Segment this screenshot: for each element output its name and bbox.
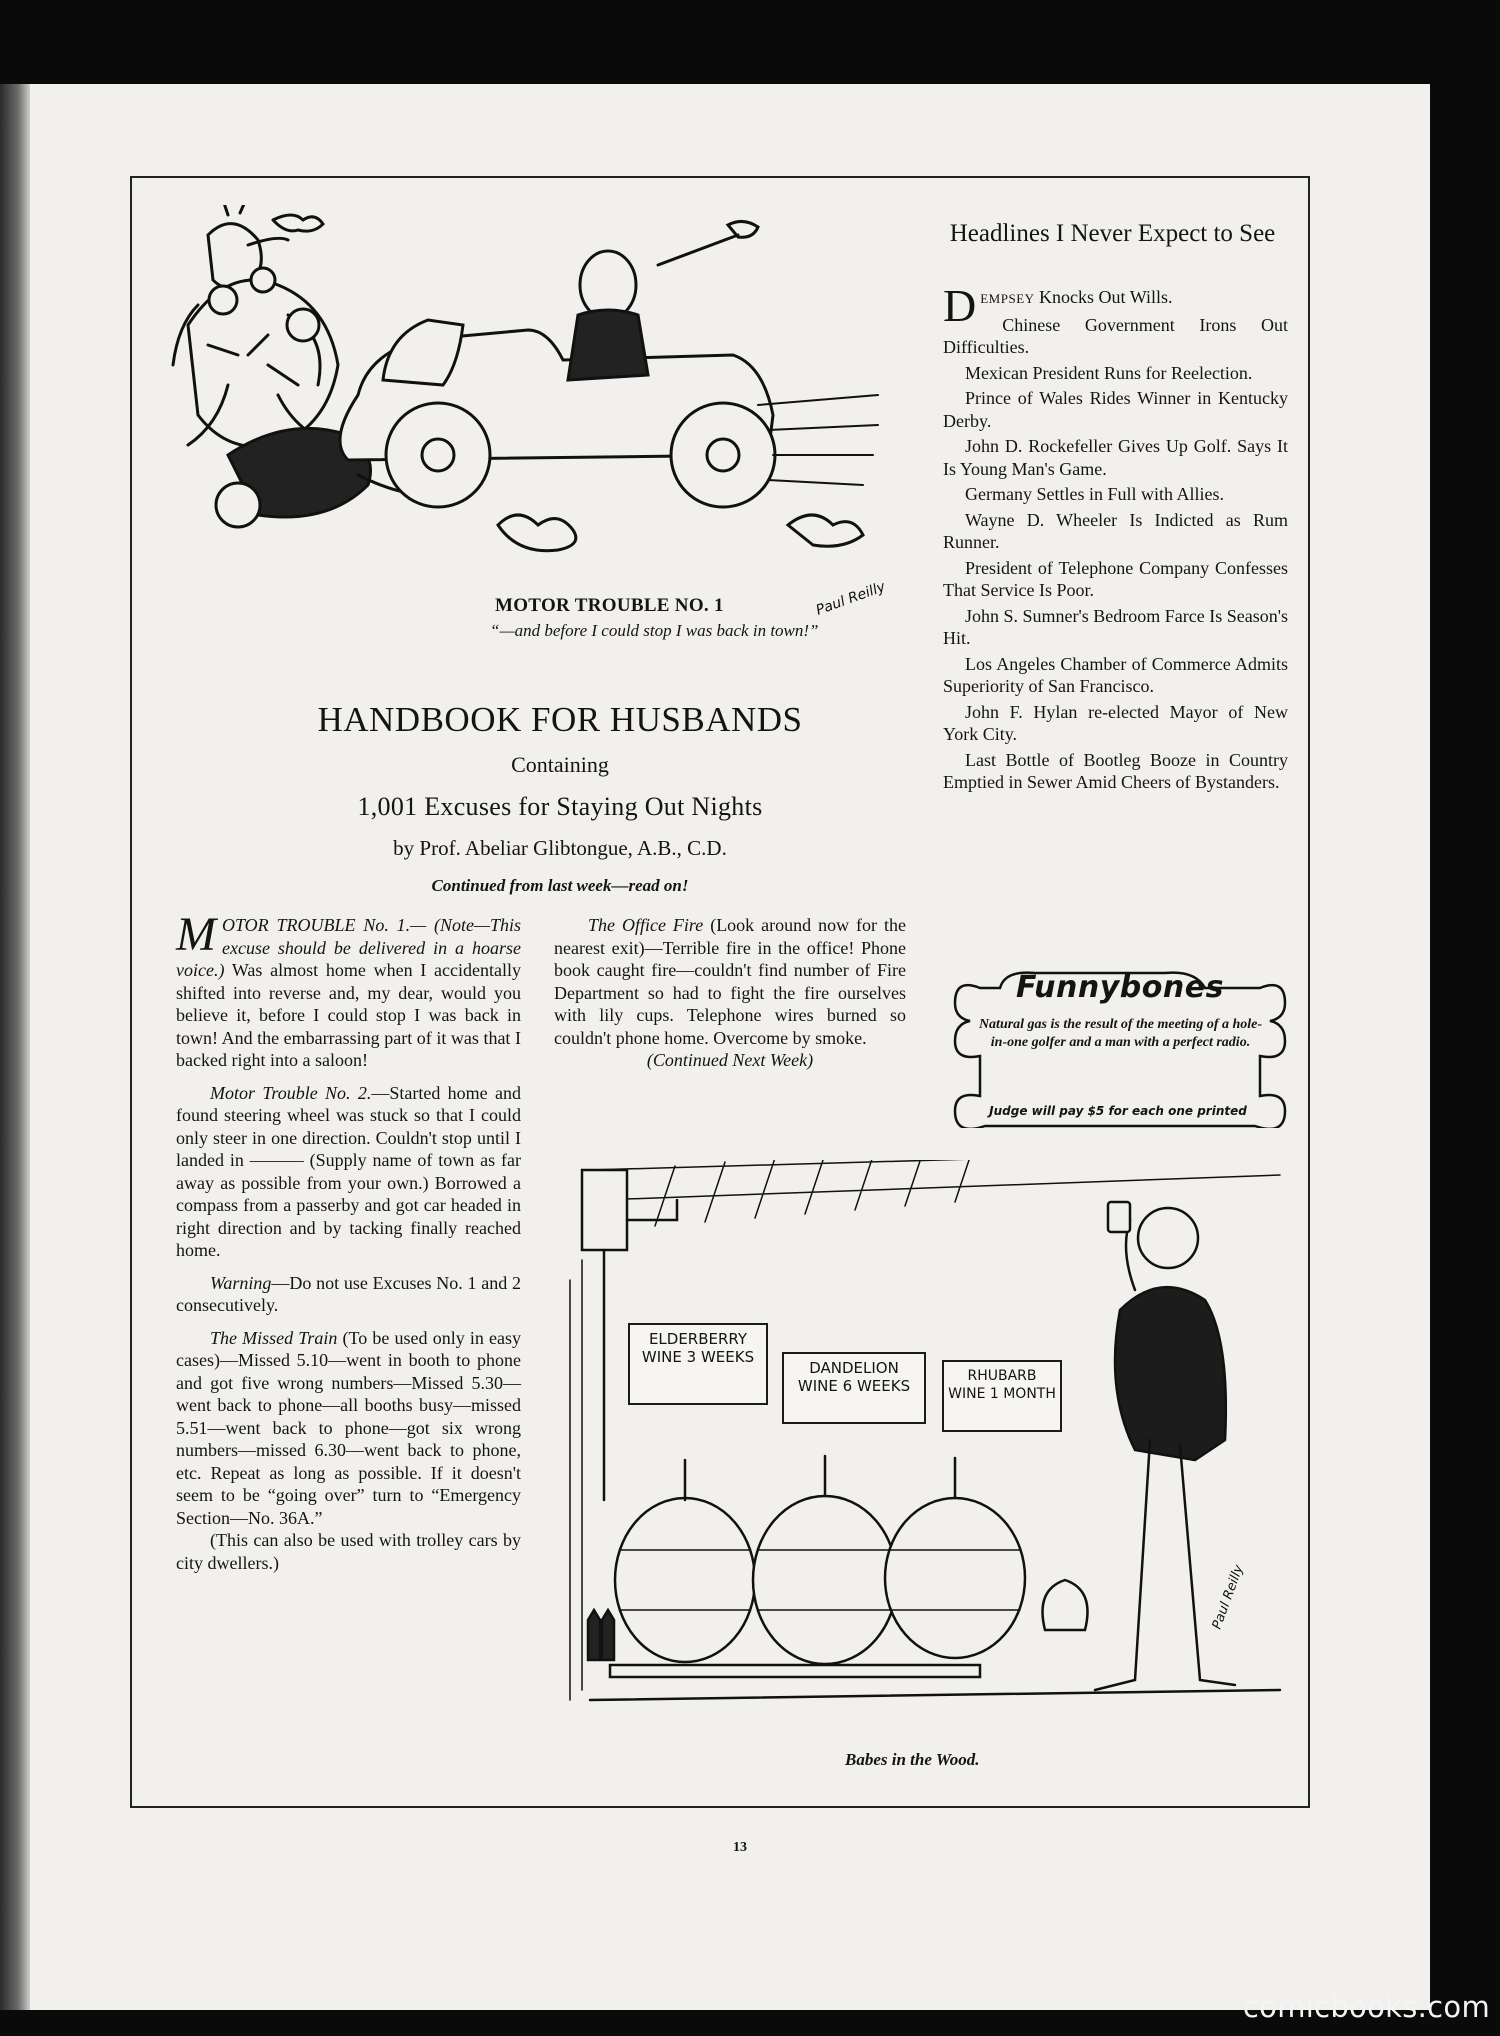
motor-trouble-1-note: (Note—This excuse should be delivered in a hoarse voice.) [176, 915, 521, 980]
trolley-note: (This can also be used with trolley cars by city dwellers.) [176, 1530, 521, 1573]
missed-train-lead: The Missed Train [210, 1327, 338, 1348]
headline-item: Last Bottle of Bootleg Booze in Country Emptied in Sewer Amid Cheers of Bystanders. [943, 749, 1288, 792]
dandelion-wine-sign: DANDELION WINE 6 WEEKS [782, 1352, 926, 1424]
headlines-list [943, 280, 1288, 797]
headline-dempsey-smallcaps: EMPSEY [980, 291, 1035, 306]
headline-item: John S. Sumner's Bedroom Farce Is Season's Hit. [943, 605, 1288, 648]
office-fire-lead: The Office Fire [588, 915, 704, 935]
dropcap-d: D [943, 280, 977, 331]
page-number: 13 [733, 1840, 747, 1855]
headline-item: Prince of Wales Rides Winner in Kentucky Derby. [943, 388, 1288, 431]
motor-trouble-1-body: Was almost home when I accidentally shifted into reverse and, my dear, would you believe it, before I could stop I was back in town! And the embarrassing part of it was that I backed right into a saloon! [176, 960, 521, 1070]
left-column [176, 908, 521, 1574]
funnybones-joke: Natural gas is the result of the meeting of a hole-in-one golfer and a man with a perfect radio. [978, 1017, 1263, 1050]
cartoon1-caption-text: “—and before I could stop I was back in town!” [490, 621, 819, 640]
svg-text:Paul Reilly: Paul Reilly [813, 578, 888, 619]
headline-item: John F. Hylan re-elected Mayor of New York City. [943, 701, 1288, 744]
headline-dempsey-rest: Knocks Out Wills. [1034, 287, 1173, 307]
motor-trouble-1-lead: OTOR TROUBLE No. 1.— [221, 915, 427, 935]
warning-lead: Warning [210, 1272, 272, 1293]
cartoon1-caption-title: MOTOR TROUBLE NO. 1 [495, 595, 724, 616]
middle-column [554, 914, 906, 1072]
headline-item: Mexican President Runs for Reelection. [965, 362, 1253, 383]
warning-body: —Do not use Excuses No. 1 and 2 consecutively. [176, 1272, 521, 1315]
rhubarb-wine-sign: RHUBARB WINE 1 MONTH [942, 1360, 1062, 1432]
continued-next-week: (Continued Next Week) [646, 1050, 814, 1070]
page-fold [0, 84, 30, 2010]
headline-item: John D. Rockefeller Gives Up Golf. Says It Is Young Man's Game. [943, 436, 1288, 479]
cartoon2-caption: Babes in the Wood. [845, 1750, 980, 1769]
office-fire-body: (Look around now for the nearest exit)—Terrible fire in the office! Phone book caught fire—couldn't find number of Fire Department so had to fight the fire ourselves with lily cups. Telephone wires burned so couldn't phone home. Overcome by smoke. [554, 915, 906, 1048]
headlines-title: Headlines I Never Expect to See [949, 220, 1276, 247]
headline-item: Wayne D. Wheeler Is Indicted as Rum Runner. [943, 509, 1288, 552]
continued-note: Continued from last week—read on! [431, 876, 689, 895]
funnybones-title: Funnybones [1016, 970, 1224, 1005]
article-subtitle: 1,001 Excuses for Staying Out Nights [357, 792, 763, 821]
headline-item: Chinese Government Irons Out Difficulties. [943, 314, 1288, 357]
dropcap-m: M [176, 908, 216, 961]
elderberry-wine-sign: ELDERBERRY WINE 3 WEEKS [628, 1323, 768, 1405]
motor-trouble-2-body: —Started home and found steering wheel was stuck so that I could only steer in one direction. Couldn't stop until I landed in ——— (Supply name of town as far away as possible from your own.) Borrowed a compass from a passerby and got car headed in right direction and by tacking finally reached home. [176, 1082, 521, 1260]
svg-text:Paul Reilly: Paul Reilly [1209, 1562, 1247, 1632]
headline-item: Los Angeles Chamber of Commerce Admits Superiority of San Francisco. [943, 653, 1288, 696]
headline-item: Germany Settles in Full with Allies. [965, 484, 1224, 504]
article-byline: by Prof. Abeliar Glibtongue, A.B., C.D. [393, 836, 727, 860]
headline-item: President of Telephone Company Confesses That Service Is Poor. [943, 557, 1288, 600]
wine-barrels-cartoon [560, 1160, 1295, 1715]
motor-trouble-cartoon [168, 205, 938, 645]
site-watermark: comicbooks.com [1242, 1990, 1490, 2024]
missed-train-body: (To be used only in easy cases)—Missed 5.10—went in booth to phone and got five wrong numbers—Missed 5.30—went back to phone—all booths busy—missed 5.51—went back to phone—got six wrong numbers—missed 6.30—went back to phone, etc. Repeat as long as possible. If it doesn't seem to be “going over” turn to “Emergency Section—No. 36A.” [176, 1327, 521, 1528]
article-title: HANDBOOK FOR HUSBANDS [317, 700, 803, 739]
motor-trouble-2-lead: Motor Trouble No. 2. [210, 1082, 372, 1103]
article-containing: Containing [511, 752, 609, 777]
funnybones-footer: Judge will pay $5 for each one printed [989, 1104, 1247, 1118]
